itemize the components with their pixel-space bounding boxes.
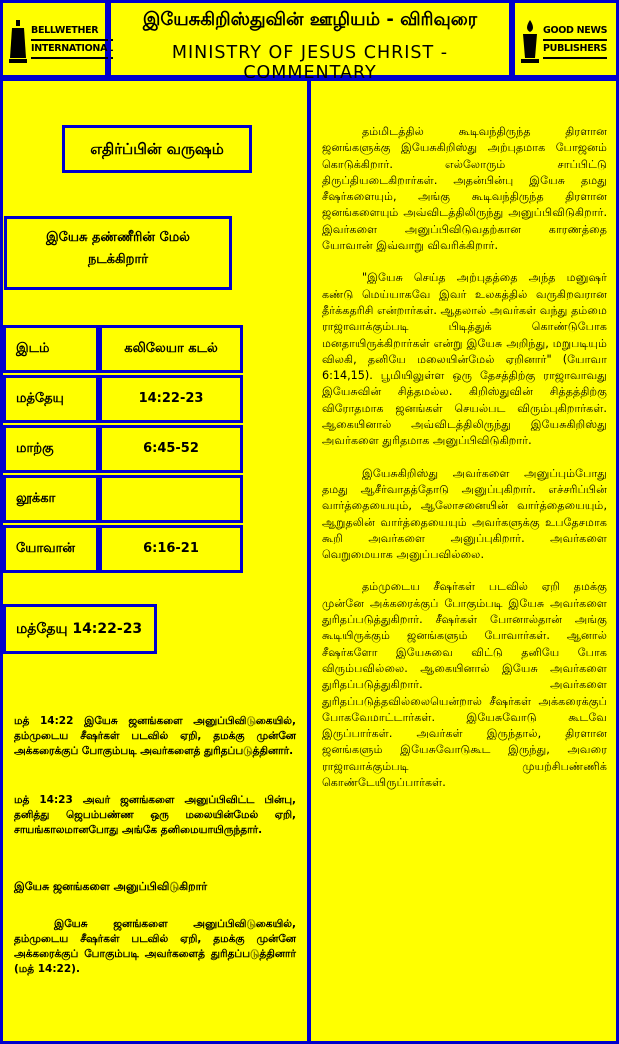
table-row <box>3 425 243 473</box>
title-english: MINISTRY OF JESUS CHRIST - COMMENTARY <box>171 43 449 83</box>
topic-box <box>4 216 232 290</box>
commentary-paragraph-4: தம்முடைய சீஷர்கள் படவில் ஏறி தமக்கு முன்னே அக்கரைக்குப் போகும்படி இயேசு அவர்களை துரிதப்படுத்துகிறார். சீஷர்கள் போனால்தான் அங்கு கூடியிருக்கும் ஜனங்களும் போவார்கள். ஆனால் சீஷர்களோ இயேசுவை விட்டு தனியே போக விரும்பவில்லை. ஆகையினால் இயேசு அவர்களை துரிதப்படுத்துகிறார். அவர்களை துரிதப்படுத்தவில்லையென்றால் சீஷர்கள் அக்கரைக்குப் போகவேமாட்டார்கள். இயேசுவோடு கூடவே இருப்பார்கள். அவர்கள் இருந்தால், திரளான ஜனங்களும் இயேசுவோடுகூட இருந்து, அவரை ராஜாவாக்கும்படி முயற்சிபண்ணிக் கொண்டேயிருப்பார்கள். <box>322 580 607 789</box>
right-logo-line1: GOOD NEWS <box>543 23 607 41</box>
good-news-logo <box>521 17 610 65</box>
table-label: யோவான் <box>3 525 99 573</box>
commentary-paragraph-1: தம்மிடத்தில் கூடிவந்திருந்த திரளான ஜனங்களுக்கு இயேசுகிறிஸ்து அற்புதமாக போஜனம் கொடுக்கிறார். எல்லோரும் சாப்பிட்டு திருப்தியடைகிறார்கள். அதன்பின்பு இயேசு தமது சீஷர்களையும், அங்கு கூடிவந்திருந்த திரளான ஜனங்களையும் அவ்விடத்திலிருந்து அனுப்பிவிடுகிறார். இவர்களை அனுப்பிவிடுவதற்கான காரணத்தை யோவான் இவ்வாறு விவரிக்கிறார். <box>322 125 607 253</box>
table-row <box>3 375 243 423</box>
topic-line1: இயேசு தண்ணீரின் மேல் <box>46 230 190 245</box>
left-logo-line2: INTERNATIONAL <box>31 41 113 59</box>
topic-line2: நடக்கிறார் <box>87 252 149 267</box>
left-logo-line1: BELLWETHER <box>31 23 113 41</box>
table-label: மாற்கு <box>3 425 99 473</box>
table-value: 6:16-21 <box>99 525 243 573</box>
commentary-paragraph-3: இயேசுகிறிஸ்து அவர்களை அனுப்பும்போது தமது ஆசீர்வாதத்தோடு அனுப்புகிறார். எச்சரிப்பின் வார்த்தையையும், ஆலோசனையின் வார்த்தையையும், ஆறுதலின் வார்த்தையையும் அவர்களுக்கு உபதேசமாக கூறி அவர்களை அனுப்புகிறார். அவர்களை வெறுமையாக அனுப்பவில்லை. <box>322 466 607 562</box>
year-box: எதிர்ப்பின் வருஷம் <box>62 125 252 173</box>
title-tamil: இயேசுகிறிஸ்துவின் ஊழியம் - விரிவுரை <box>142 9 478 30</box>
header-right-logo-cell <box>512 0 619 78</box>
table-value: கலிலேயா கடல் <box>99 325 243 373</box>
table-row <box>3 325 243 373</box>
header-title-cell <box>108 0 512 83</box>
table-value <box>99 475 243 523</box>
lamp-icon <box>521 18 539 64</box>
reference-box: மத்தேயு 14:22-23 <box>3 604 157 654</box>
table-label: லூக்கா <box>3 475 99 523</box>
section-subheading: இயேசு ஜனங்களை அனுப்பிவிடுகிறார் <box>14 880 208 893</box>
table-label: மத்தேயு <box>3 375 99 423</box>
header-left-logo-cell <box>0 0 113 78</box>
table-value: 6:45-52 <box>99 425 243 473</box>
right-logo-line2: PUBLISHERS <box>543 41 607 59</box>
bell-icon <box>9 18 27 64</box>
verse-summary: இயேசு ஜனங்களை அனுப்பிவிடுகையில், தம்முடைய சீஷர்கள் படவில் ஏறி, தமக்கு முன்னே அக்கரைக்குப் போகும்படி அவர்களைத் துரிதப்படுத்தினார் (மத் 14:22). <box>14 918 296 975</box>
reference-table <box>3 325 243 575</box>
table-row <box>3 525 243 573</box>
bellwether-logo <box>9 17 113 65</box>
verse-14-22: மத் 14:22 இயேசு ஜனங்களை அனுப்பிவிடுகையில், தம்முடைய சீஷர்கள் படவில் ஏறி, தமக்கு முன்னே அக்கரைக்குப் போகும்படி அவர்களைத் துரிதப்படுத்தினார். <box>14 715 296 757</box>
table-value: 14:22-23 <box>99 375 243 423</box>
verse-14-23: மத் 14:23 அவர் ஜனங்களை அனுப்பிவிட்ட பின்பு, தனித்து ஜெபம்பண்ண ஒரு மலையின்மேல் ஏறி, சாயங்காலமானபோது அங்கே தனிமையாயிருந்தார். <box>14 794 296 836</box>
commentary-body <box>322 124 607 807</box>
table-row <box>3 475 243 523</box>
commentary-paragraph-2: "இயேசு செய்த அற்புதத்தை அந்த மனுஷர் கண்டு மெய்யாகவே இவர் உலகத்தில் வருகிறவரான தீர்க்கதரிசி என்றார்கள். ஆதலால் அவர்கள் வந்து தம்மை ராஜாவாக்கும்படி பிடித்துக் கொண்டுபோக மனதாயிருக்கிறார்கள் என்று இயேசு அறிந்து, மறுபடியும் விலகி, தனியே மலையின்மேல் ஏறினார்" (யோவா 6:14,15). பூமியிலுள்ள ஒரு தேசத்திற்கு ராஜாவாவது இயேசுவின் சித்தமல்ல. கிறிஸ்துவின் சித்தத்திற்கு விரோதமாக ஜனங்கள் செயல்பட விரும்புகிறார்கள். ஆகையினால் அவ்விடத்திலிருந்து இயேசுகிறிஸ்து அவர்களை துரிதமாக அனுப்பிவிடுகிறார். <box>322 271 607 448</box>
table-label: இடம் <box>3 325 99 373</box>
